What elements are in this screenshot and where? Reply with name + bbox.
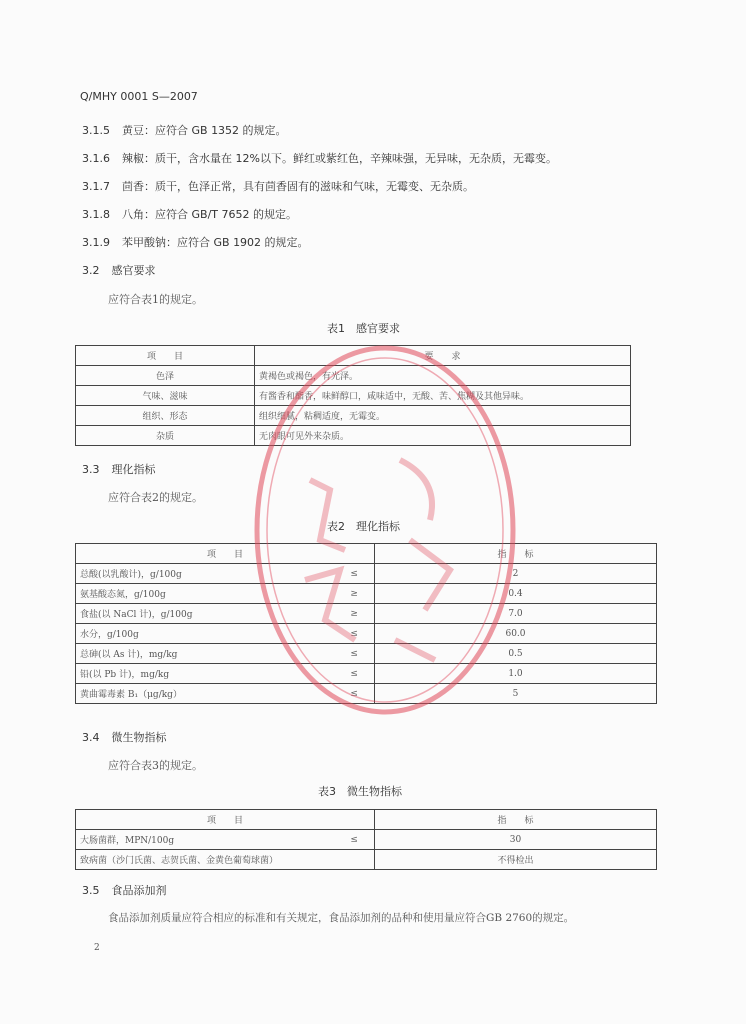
table-cell: 5 bbox=[375, 684, 657, 704]
section-body-3-3: 应符合表2的规定。 bbox=[108, 491, 203, 504]
table-header-row bbox=[76, 810, 657, 830]
table-cell: ≤ bbox=[334, 564, 374, 584]
table-header-cell: 要 求 bbox=[255, 346, 631, 366]
clause-text: 黄豆：应符合 GB 1352 的规定。 bbox=[122, 124, 287, 137]
page-number: 2 bbox=[94, 943, 100, 953]
table-row bbox=[76, 830, 657, 850]
section-number: 3.4 bbox=[82, 731, 100, 744]
table-cell: 大肠菌群，MPN/100g bbox=[76, 830, 335, 850]
table-header-cell: 指 标 bbox=[375, 544, 657, 564]
table2 bbox=[75, 543, 657, 704]
table-cell: 0.4 bbox=[375, 584, 657, 604]
table3-caption: 表3 微生物指标 bbox=[318, 785, 402, 798]
section-number: 3.5 bbox=[82, 884, 100, 897]
table-cell: 无肉眼可见外来杂质。 bbox=[255, 426, 631, 446]
clause-item bbox=[82, 234, 309, 250]
table-row bbox=[76, 624, 657, 644]
table-header-cell: 指 标 bbox=[375, 810, 657, 830]
clause-text: 辣椒：质干，含水量在 12%以下。鲜红或紫红色，辛辣味强，无异味，无杂质，无霉变。 bbox=[122, 152, 557, 165]
section-body-3-4: 应符合表3的规定。 bbox=[108, 759, 203, 772]
table-cell: 食盐(以 NaCl 计)，g/100g bbox=[76, 604, 335, 624]
table-cell: ≤ bbox=[334, 830, 374, 850]
table-cell: 0.5 bbox=[375, 644, 657, 664]
table-cell: 组织、形态 bbox=[76, 406, 255, 426]
clause-number: 3.1.9 bbox=[82, 236, 110, 249]
clause-item bbox=[82, 178, 474, 194]
table-cell: ≤ bbox=[334, 624, 374, 644]
table-cell: 1.0 bbox=[375, 664, 657, 684]
table-cell: 不得检出 bbox=[375, 850, 657, 870]
section-heading-3-5 bbox=[82, 882, 167, 898]
section-title: 食品添加剂 bbox=[111, 884, 167, 897]
table3 bbox=[75, 809, 657, 870]
table-header-cell: 项 目 bbox=[76, 810, 375, 830]
clause-number: 3.1.5 bbox=[82, 124, 110, 137]
table-cell: 气味、滋味 bbox=[76, 386, 255, 406]
table1-caption: 表1 感官要求 bbox=[327, 322, 400, 335]
clause-item bbox=[82, 150, 557, 166]
table-cell: ≤ bbox=[334, 644, 374, 664]
table-cell: 60.0 bbox=[375, 624, 657, 644]
section-title: 理化指标 bbox=[111, 463, 156, 476]
table-cell: 30 bbox=[375, 830, 657, 850]
table-cell: 组织细腻，粘稠适度，无霉变。 bbox=[255, 406, 631, 426]
table-cell: 色泽 bbox=[76, 366, 255, 386]
table-row bbox=[76, 386, 631, 406]
table-header-row bbox=[76, 346, 631, 366]
table2-caption: 表2 理化指标 bbox=[327, 520, 400, 533]
table-header-row bbox=[76, 544, 657, 564]
table-cell: 铅(以 Pb 计)，mg/kg bbox=[76, 664, 335, 684]
section-title: 微生物指标 bbox=[111, 731, 167, 744]
table-row bbox=[76, 850, 657, 870]
table-cell: 杂质 bbox=[76, 426, 255, 446]
clause-item bbox=[82, 206, 297, 222]
section-body-3-5: 食品添加剂质量应符合相应的标准和有关规定，食品添加剂的品种和使用量应符合GB 2760的规定。 bbox=[108, 912, 575, 924]
table-cell: ≥ bbox=[334, 584, 374, 604]
section-heading-3-4 bbox=[82, 729, 167, 745]
table-cell: 有酱香和酯香，味鲜醇口，咸味适中，无酸、苦、焦糊及其他异味。 bbox=[255, 386, 631, 406]
standard-code: Q/MHY 0001 S—2007 bbox=[80, 90, 198, 103]
table-cell: 7.0 bbox=[375, 604, 657, 624]
table-row bbox=[76, 426, 631, 446]
section-heading-3-2 bbox=[82, 262, 156, 278]
clause-text: 八角：应符合 GB/T 7652 的规定。 bbox=[122, 208, 297, 221]
clause-number: 3.1.6 bbox=[82, 152, 110, 165]
table-row bbox=[76, 584, 657, 604]
table1 bbox=[75, 345, 631, 446]
table-row bbox=[76, 564, 657, 584]
table-cell: 黄曲霉毒素 B₁（μg/kg） bbox=[76, 684, 335, 704]
table-cell bbox=[334, 850, 374, 870]
section-body-3-2: 应符合表1的规定。 bbox=[108, 293, 203, 306]
section-number: 3.3 bbox=[82, 463, 100, 476]
table-row bbox=[76, 604, 657, 624]
table-row bbox=[76, 684, 657, 704]
table-cell: 黄褐色或褐色，有光泽。 bbox=[255, 366, 631, 386]
table-header-cell: 项 目 bbox=[76, 346, 255, 366]
table-cell: ≥ bbox=[334, 604, 374, 624]
clause-item bbox=[82, 122, 287, 138]
clause-text: 茴香：质干，色泽正常，具有茴香固有的滋味和气味，无霉变、无杂质。 bbox=[122, 180, 474, 193]
table-row bbox=[76, 406, 631, 426]
table-cell: ≤ bbox=[334, 684, 374, 704]
section-title: 感官要求 bbox=[111, 264, 156, 277]
table-cell: 总砷(以 As 计)，mg/kg bbox=[76, 644, 335, 664]
section-heading-3-3 bbox=[82, 461, 156, 477]
section-number: 3.2 bbox=[82, 264, 100, 277]
table-cell: 2 bbox=[375, 564, 657, 584]
table-row bbox=[76, 366, 631, 386]
clause-text: 苯甲酸钠：应符合 GB 1902 的规定。 bbox=[122, 236, 309, 249]
table-row bbox=[76, 644, 657, 664]
table-header-cell: 项 目 bbox=[76, 544, 375, 564]
clause-number: 3.1.7 bbox=[82, 180, 110, 193]
table-row bbox=[76, 664, 657, 684]
table-cell: 总酸(以乳酸计)，g/100g bbox=[76, 564, 335, 584]
table-cell: 氨基酸态氮，g/100g bbox=[76, 584, 335, 604]
table-cell: ≤ bbox=[334, 664, 374, 684]
clause-number: 3.1.8 bbox=[82, 208, 110, 221]
table-cell: 致病菌（沙门氏菌、志贺氏菌、金黄色葡萄球菌） bbox=[76, 850, 335, 870]
table-cell: 水分，g/100g bbox=[76, 624, 335, 644]
